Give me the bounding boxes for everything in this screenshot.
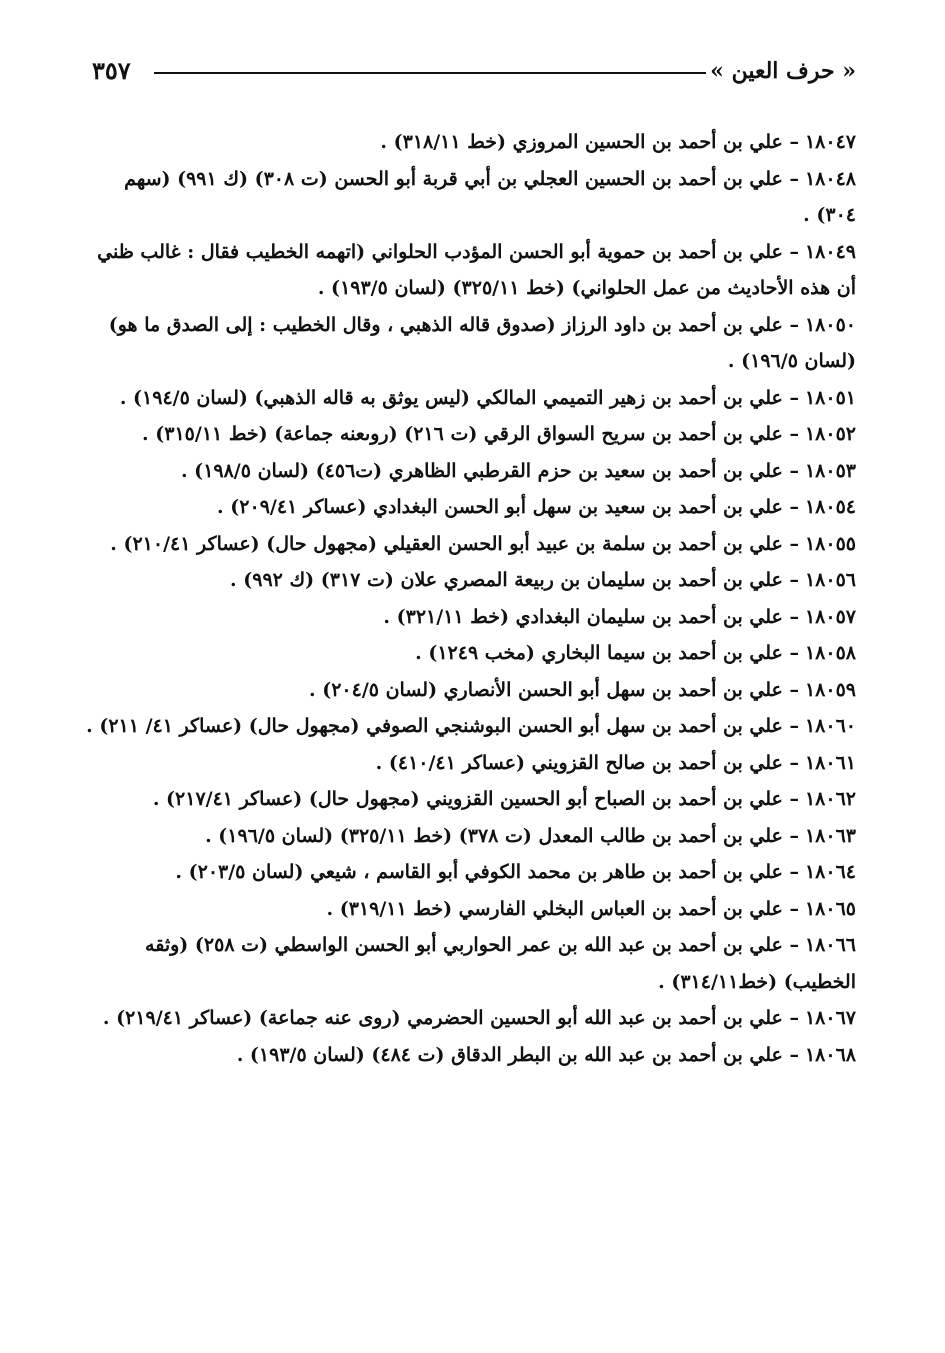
entry	[86, 234, 856, 307]
entry-number: ١٨٠٦٥	[804, 897, 856, 920]
entry	[86, 927, 856, 1000]
entry-text: – علي بن أحمد بن الحسين العجلي بن أبي قربة أبو الحسن (ت ٣٠٨) (ك ٩٩١) (سهم ٣٠٤) .	[124, 167, 856, 226]
entry-number: ١٨٠٦٧	[804, 1007, 856, 1029]
entry-text: – علي بن أحمد بن صالح القزويني (عساكر ٤١٠/٤١) .	[375, 751, 799, 774]
entry-text: – علي بن أحمد بن طاهر بن محمد الكوفي أبو القاسم ، شيعي (لسان ٢٠٣/٥) .	[175, 861, 799, 883]
entry	[86, 672, 856, 709]
entry-number: ١٨٠٦١	[804, 751, 856, 774]
entry-number: ١٨٠٦٣	[804, 824, 856, 847]
entry-text: – علي بن أحمد بن سليمان بن ربيعة المصري علان (ت ٣١٧) (ك ٩٩٢) .	[230, 569, 799, 591]
entry	[86, 745, 856, 782]
entry-number: ١٨٠٦٢	[804, 788, 856, 810]
entry-number: ١٨٠٥٠	[804, 313, 856, 336]
entry-text: – علي بن أحمد بن عبد الله بن البطر الدقاق (ت ٤٨٤) (لسان ١٩٣/٥) .	[236, 1043, 799, 1066]
entry-text: – علي بن أحمد بن عبد الله أبو الحسين الحضرمي (روى عنه جماعة) (عساكر ٢١٩/٤١) .	[102, 1007, 799, 1029]
entry	[86, 489, 856, 526]
entry-number: ١٨٠٥٣	[804, 459, 856, 482]
entry	[86, 307, 856, 380]
header-rule	[154, 72, 706, 74]
entry-text: – علي بن أحمد بن الحسين المروزي (خط ٣١٨/١١) .	[380, 131, 799, 153]
entry-text: – علي بن أحمد بن سلمة بن عبيد أبو الحسن العقيلي (مجهول حال) (عساكر ٢١٠/٤١) .	[110, 532, 799, 555]
page-number: ٣٥٧	[92, 56, 131, 85]
entry	[86, 453, 856, 490]
entry	[86, 1000, 856, 1037]
entry-number: ١٨٠٤٧	[804, 131, 856, 153]
entry-number: ١٨٠٤٩	[804, 240, 856, 263]
entry	[86, 161, 856, 234]
entry-number: ١٨٠٥٩	[804, 678, 856, 701]
entry-text: – علي بن أحمد بن سريح السواق الرقي (ت ٢١٦) (روىعنه جماعة) (خط ٣١٥/١١) .	[142, 423, 799, 445]
entries-list	[86, 124, 856, 1073]
entry-number: ١٨٠٦٦	[804, 934, 856, 956]
entry	[86, 526, 856, 563]
entry	[86, 599, 856, 636]
entry	[86, 818, 856, 855]
entry-text: – علي بن أحمد بن داود الرزاز (صدوق قاله الذهبي ، وقال الخطيب : إلى الصدق ما هو) (لسان ١٩٦/٥) .	[108, 313, 856, 372]
entry	[86, 708, 856, 745]
entry	[86, 416, 856, 453]
entry-number: ١٨٠٦٤	[804, 861, 856, 883]
entry-text: – علي بن أحمد بن سهل أبو الحسن الأنصاري (لسان ٢٠٤/٥) .	[308, 678, 799, 701]
entry	[86, 781, 856, 818]
entry-text: – علي بن أحمد بن عبد الله بن عمر الحواربي أبو الحسن الواسطي (ت ٢٥٨) (وثقه الخطيب) (خط٣١٤/١١) .	[145, 934, 856, 993]
entry-text: – علي بن أحمد بن زهير التميمي المالكي (ليس يوثق به قاله الذهبي) (لسان ١٩٤/٥) .	[119, 386, 799, 409]
entry-text: – علي بن أحمد بن الصباح أبو الحسين القزويني (مجهول حال) (عساكر ٢١٧/٤١) .	[152, 788, 799, 810]
entry	[86, 891, 856, 928]
entry	[86, 562, 856, 599]
entry-number: ١٨٠٥١	[804, 386, 856, 409]
entry-number: ١٨٠٦٨	[804, 1043, 856, 1066]
entry-text: – علي بن أحمد بن سعيد بن سهل أبو الحسن البغدادي (عساكر ٢٠٩/٤١) .	[217, 496, 799, 518]
entry-text: – علي بن أحمد بن العباس البخلي الفارسي (خط ٣١٩/١١) .	[326, 897, 799, 920]
entry-number: ١٨٠٥٥	[804, 532, 856, 555]
entry-number: ١٨٠٥٤	[804, 496, 856, 518]
entry	[86, 1037, 856, 1074]
entry-number: ١٨٠٥٨	[804, 642, 856, 664]
entry-text: – علي بن أحمد بن حموية أبو الحسن المؤدب الحلواني (اتهمه الخطيب فقال : غالب ظني أن هذه الأحاديث من عمل الحلواني) (خط ٣٢٥/١١) (لسان ١٩٣/٥) .	[97, 240, 856, 299]
entry-number: ١٨٠٥٧	[804, 605, 856, 628]
entry	[86, 380, 856, 417]
entry	[86, 854, 856, 891]
entry-text: – علي بن أحمد بن سعيد بن حزم القرطبي الظاهري (ت٤٥٦) (لسان ١٩٨/٥) .	[180, 459, 799, 482]
page-header	[92, 52, 856, 92]
entry-number: ١٨٠٥٢	[804, 423, 856, 445]
entry-number: ١٨٠٥٦	[804, 569, 856, 591]
entry-text: – علي بن أحمد بن سهل أبو الحسن البوشنجي الصوفي (مجهول حال) (عساكر ٤١/ ٢١١) .	[86, 715, 799, 737]
chapter-title: « حرف العين »	[710, 58, 856, 84]
entry-number: ١٨٠٤٨	[804, 167, 856, 190]
entry	[86, 124, 856, 161]
entry-number: ١٨٠٦٠	[804, 715, 856, 737]
entry	[86, 635, 856, 672]
entry-text: – علي بن أحمد بن طالب المعدل (ت ٣٧٨) (خط ٣٢٥/١١) (لسان ١٩٦/٥) .	[205, 824, 799, 847]
entry-text: – علي بن أحمد بن سيما البخاري (مخب ١٢٤٩) .	[415, 642, 799, 664]
entry-text: – علي بن أحمد بن سليمان البغدادي (خط ٣٢١/١١) .	[383, 605, 799, 628]
